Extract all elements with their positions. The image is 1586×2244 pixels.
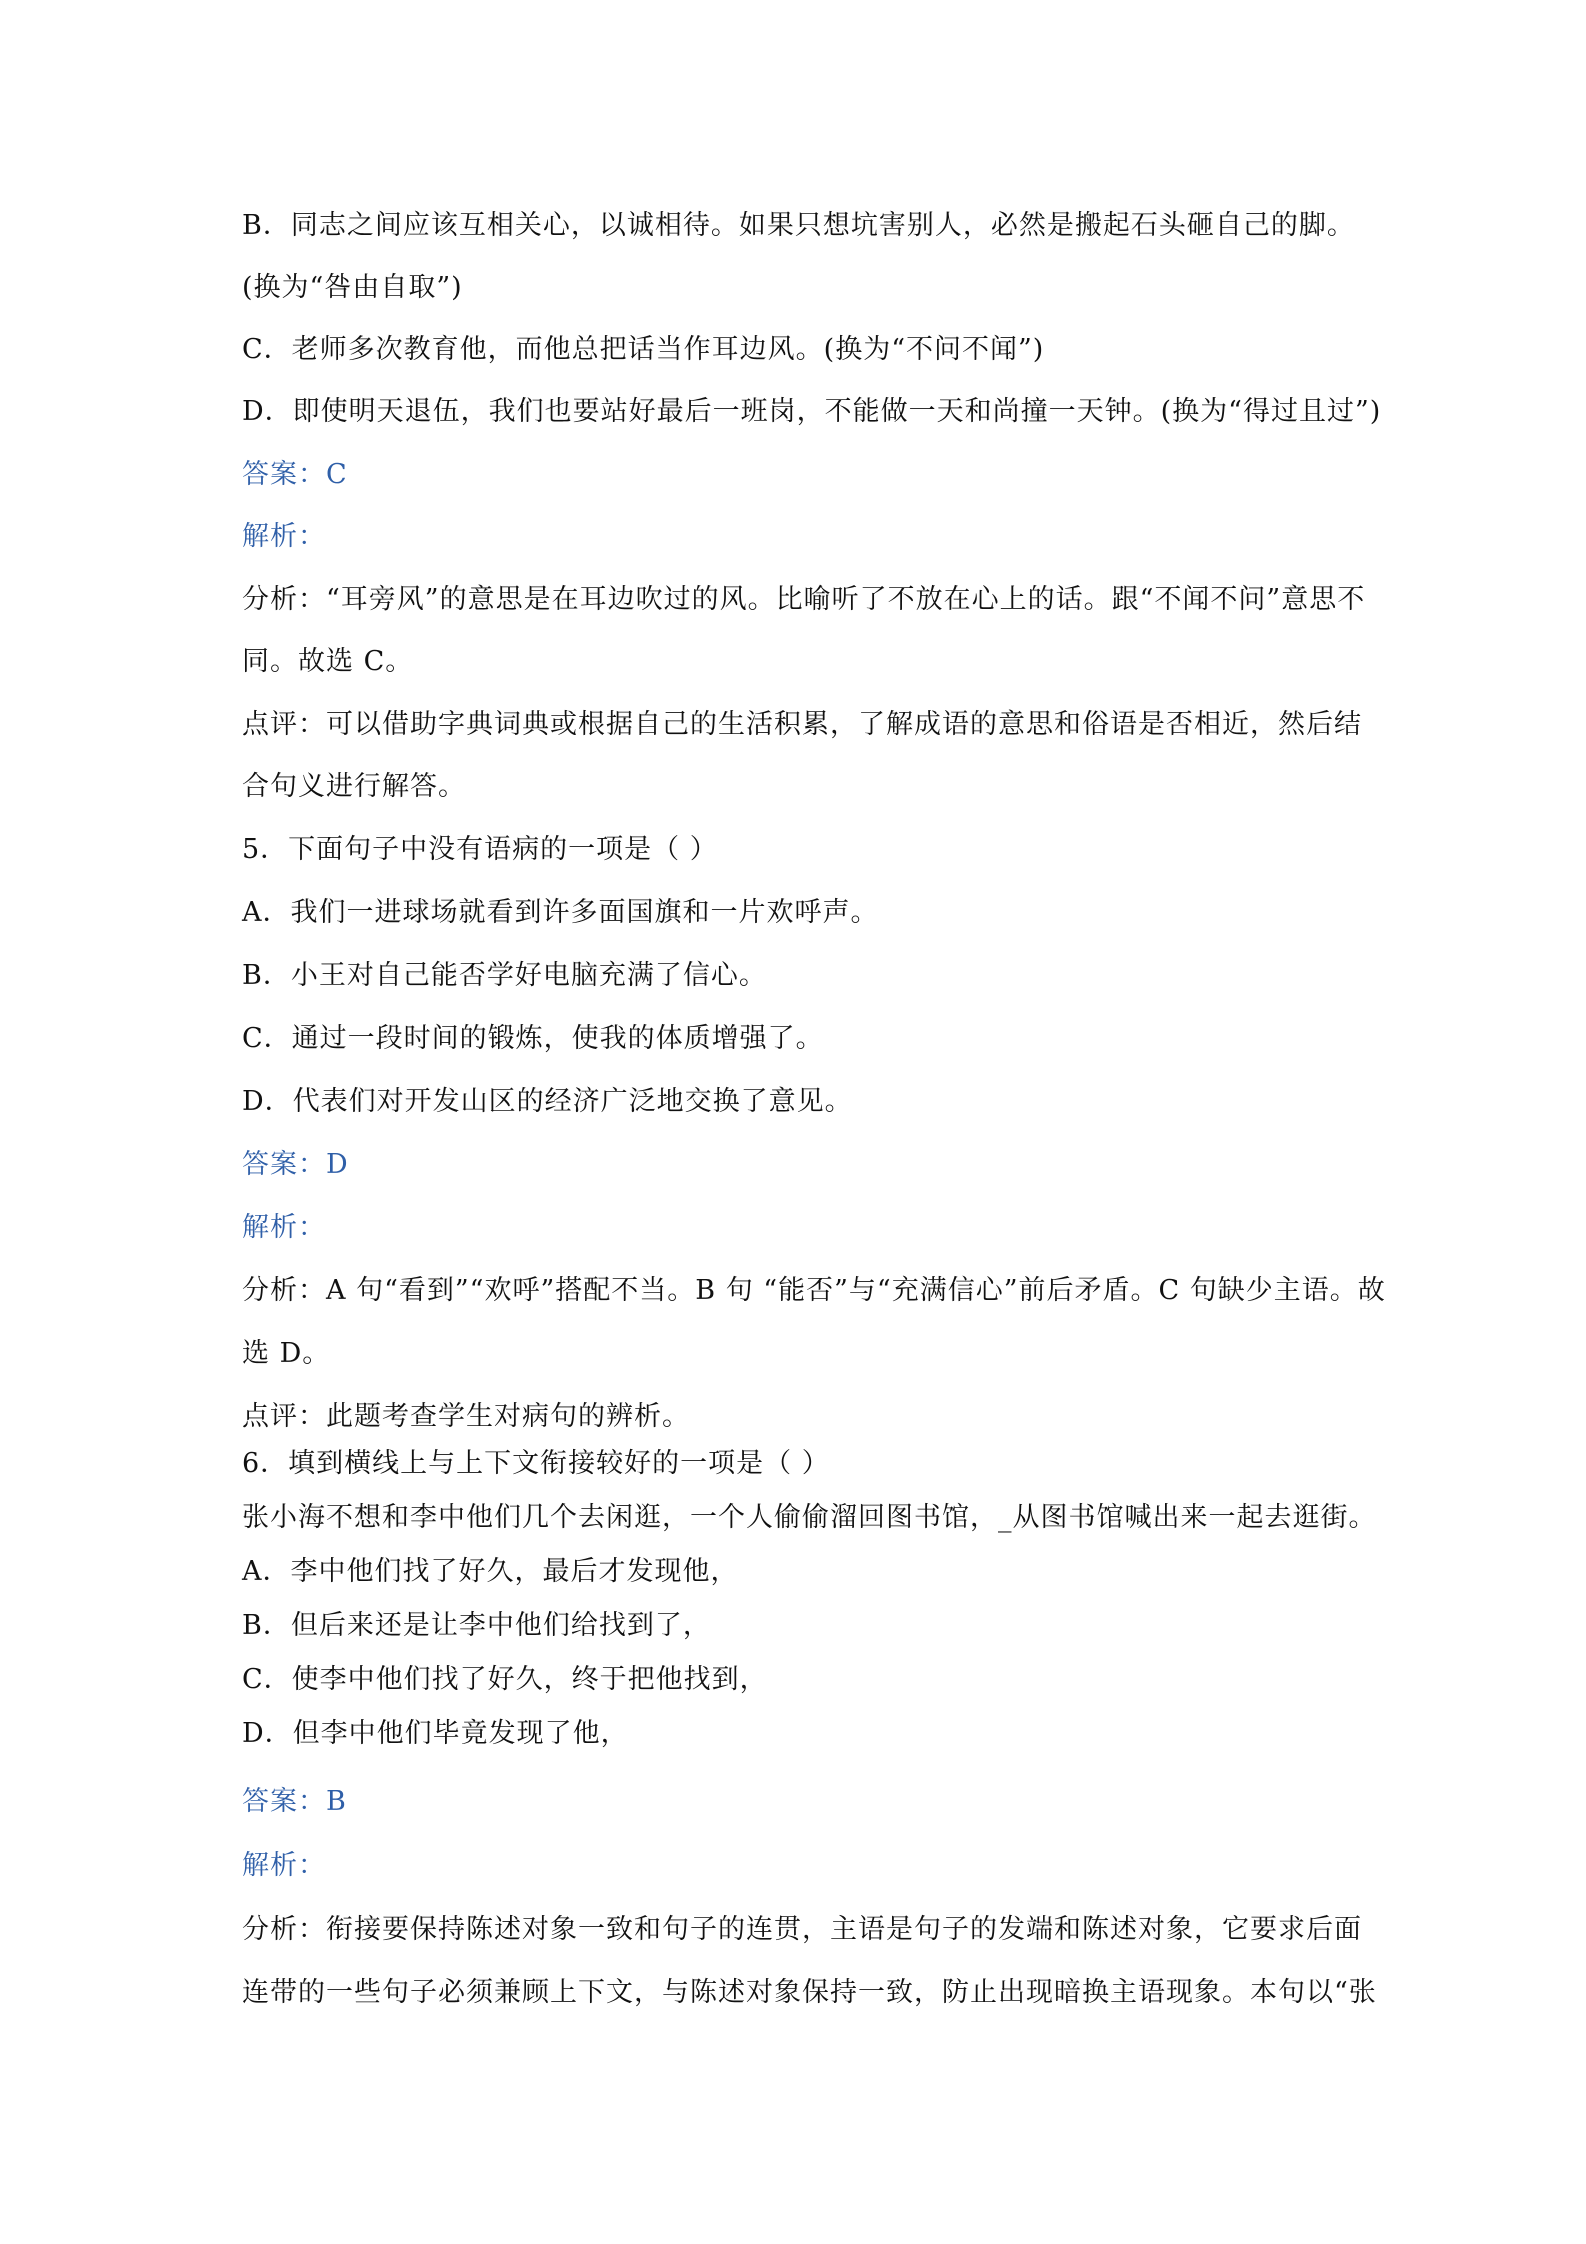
q5-analysis-heading: 解析：: [242, 1212, 326, 1243]
q5-option-d: D．代表们对开发山区的经济广泛地交换了意见。: [242, 1086, 853, 1117]
q6-analysis-heading: 解析：: [242, 1850, 326, 1881]
q6-question: 6．填到横线上与上下文衔接较好的一项是（ ）: [242, 1448, 830, 1479]
q5-analysis-line2: 选 D。: [242, 1338, 331, 1369]
q6-stem: 张小海不想和李中他们几个去闲逛，一个人偷偷溜回图书馆，_从图书馆喊出来一起去逛街。: [242, 1502, 1377, 1533]
q4-option-b-line1: B．同志之间应该互相关心，以诚相待。如果只想坑害别人，必然是搬起石头砸自己的脚。: [242, 210, 1355, 241]
q4-option-c: C．老师多次教育他，而他总把话当作耳边风。(换为“不问不闻”): [242, 334, 1045, 365]
q4-analysis-line2: 同。故选 C。: [242, 646, 414, 677]
q6-option-a: A．李中他们找了好久，最后才发现他，: [242, 1556, 739, 1587]
q6-analysis-line2: 连带的一些句子必须兼顾上下文，与陈述对象保持一致，防止出现暗换主语现象。本句以“张: [242, 1977, 1377, 2008]
q4-option-b-line2: (换为“咎由自取”): [242, 272, 463, 303]
q4-analysis-line1: 分析：“耳旁风”的意思是在耳边吹过的风。比喻听了不放在心上的话。跟“不闻不问”意思不: [242, 584, 1366, 615]
q6-option-b: B．但后来还是让李中他们给找到了，: [242, 1610, 711, 1641]
q5-option-a: A．我们一进球场就看到许多面国旗和一片欢呼声。: [242, 897, 879, 928]
q5-option-b: B．小王对自己能否学好电脑充满了信心。: [242, 960, 767, 991]
q4-analysis-heading: 解析：: [242, 521, 326, 552]
q5-comment: 点评：此题考查学生对病句的辨析。: [242, 1401, 690, 1432]
q4-comment-line2: 合句义进行解答。: [242, 771, 466, 802]
q6-answer: 答案：B: [242, 1786, 347, 1817]
q4-answer: 答案：C: [242, 459, 348, 490]
q6-option-d: D．但李中他们毕竟发现了他，: [242, 1718, 629, 1749]
q4-option-d: D．即使明天退伍，我们也要站好最后一班岗，不能做一天和尚撞一天钟。(换为“得过且过”): [242, 396, 1382, 427]
q4-comment-line1: 点评：可以借助字典词典或根据自己的生活积累，了解成语的意思和俗语是否相近，然后结: [242, 709, 1362, 740]
q6-analysis-line1: 分析：衔接要保持陈述对象一致和句子的连贯，主语是句子的发端和陈述对象，它要求后面: [242, 1914, 1362, 1945]
q5-analysis-line1: 分析：A 句“看到”“欢呼”搭配不当。B 句 “能否”与“充满信心”前后矛盾。C 句缺少主语。故: [242, 1275, 1386, 1306]
q5-question: 5．下面句子中没有语病的一项是（ ）: [242, 834, 718, 865]
q6-option-c: C．使李中他们找了好久，终于把他找到，: [242, 1664, 768, 1695]
q5-option-c: C．通过一段时间的锻炼，使我的体质增强了。: [242, 1023, 824, 1054]
q5-answer: 答案：D: [242, 1149, 349, 1180]
